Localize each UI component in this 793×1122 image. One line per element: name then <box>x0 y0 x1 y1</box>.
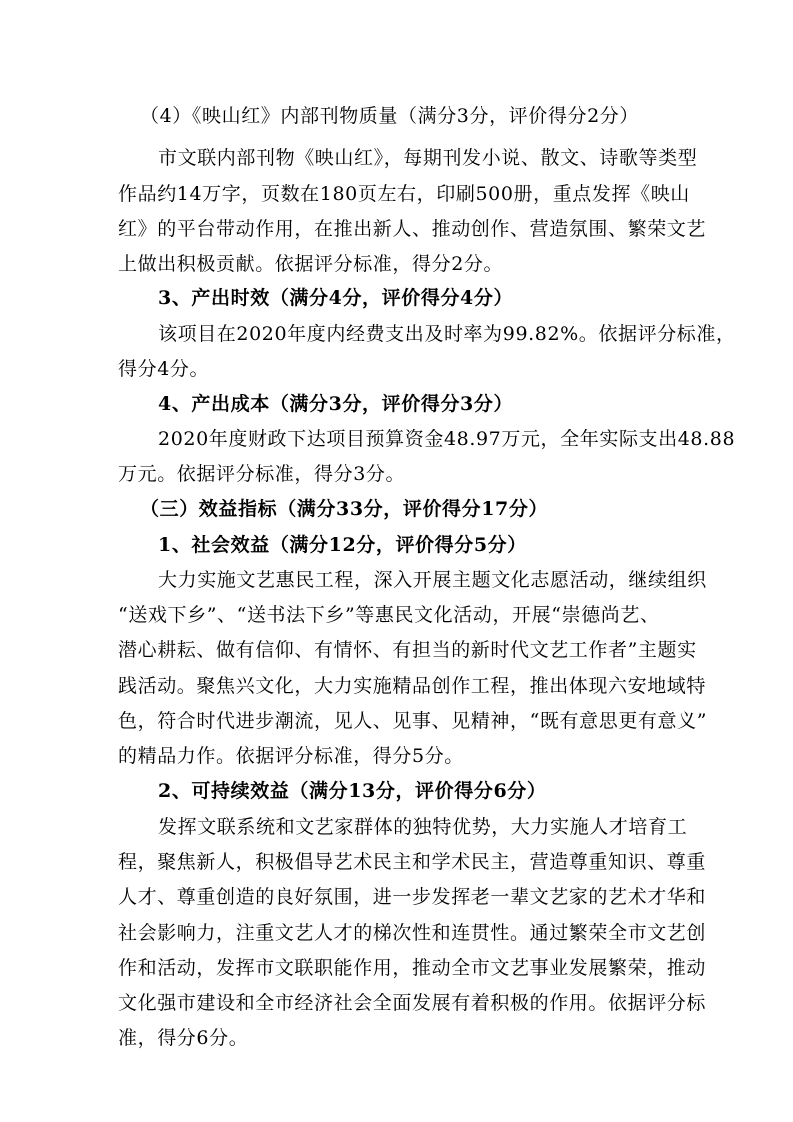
paragraph-sustainable-benefit-line-3: 人才、尊重创造的良好氛围，进一步发挥老一辈文艺家的艺术才华和 <box>118 886 707 908</box>
section-3-title: 3、产出时效（满分4分，评价得分4分） <box>158 287 514 309</box>
paragraph-sustainable-benefit-line-7: 准，得分6分。 <box>118 1027 249 1049</box>
paragraph-sustainable-benefit-line-6: 文化强市建设和全市经济社会全面发展有着积极的作用。依据评分标 <box>118 992 707 1014</box>
paragraph-sustainable-benefit-line-4: 社会影响力，注重文艺人才的梯次性和连贯性。通过繁荣全市文艺创 <box>118 922 707 944</box>
paragraph-sustainable-benefit-line-2: 程，聚焦新人，积极倡导艺术民主和学术民主，营造尊重知识、尊重 <box>118 851 707 873</box>
paragraph-social-benefit-line-4: 践活动。聚焦兴文化，大力实施精品创作工程，推出体现六安地域特 <box>118 675 707 697</box>
paragraph-cost-line-2: 万元。依据评分标准，得分3分。 <box>118 463 406 485</box>
paragraph-yingshanhong-line-1: 市文联内部刊物《映山红》，每期刊发小说、散文、诗歌等类型 <box>158 147 698 169</box>
part-3-title: （三）效益指标（满分33分，评价得分17分） <box>140 498 549 520</box>
section-4-title: 4、产出成本（满分3分，评价得分3分） <box>158 393 514 415</box>
paragraph-yingshanhong-line-3: 红》的平台带动作用，在推出新人、推动创作、营造氛围、繁荣文艺 <box>118 218 707 240</box>
paragraph-timeliness-line-2: 得分4分。 <box>118 358 210 380</box>
paragraph-social-benefit-line-6: 的精品力作。依据评分标准，得分5分。 <box>118 745 464 767</box>
paragraph-yingshanhong-line-2: 作品约14万字，页数在180页左右，印刷500册，重点发挥《映山 <box>118 183 690 205</box>
paragraph-cost-line-1: 2020年度财政下达项目预算资金48.97万元，全年实际支出48.88 <box>158 428 736 450</box>
paragraph-sustainable-benefit-line-5: 作和活动，发挥市文联职能作用，推动全市文艺事业发展繁荣，推动 <box>118 957 707 979</box>
paragraph-yingshanhong-line-4: 上做出积极贡献。依据评分标准，得分2分。 <box>118 253 504 275</box>
sustainable-benefit-title: 2、可持续效益（满分13分，评价得分6分） <box>158 780 547 802</box>
paragraph-social-benefit-line-5: 色，符合时代进步潮流，见人、见事、见精神，“既有意思更有意义” <box>118 710 708 732</box>
paragraph-social-benefit-line-2: “送戏下乡”、“送书法下乡”等惠民文化活动，开展“崇德尚艺、 <box>118 604 660 626</box>
paragraph-sustainable-benefit-line-1: 发挥文联系统和文艺家群体的独特优势，大力实施人才培育工 <box>158 816 688 838</box>
paragraph-social-benefit-line-3: 潜心耕耘、做有信仰、有情怀、有担当的新时代文艺工作者”主题实 <box>118 639 697 661</box>
paragraph-timeliness-line-1: 该项目在2020年度内经费支出及时率为99.82%。依据评分标准， <box>158 323 736 345</box>
subsection-4-title: （4）《映山红》内部刊物质量（满分3分，评价得分2分） <box>140 105 639 127</box>
social-benefit-title: 1、社会效益（满分12分，评价得分5分） <box>158 534 527 556</box>
paragraph-social-benefit-line-1: 大力实施文艺惠民工程，深入开展主题文化志愿活动，继续组织 <box>158 569 707 591</box>
